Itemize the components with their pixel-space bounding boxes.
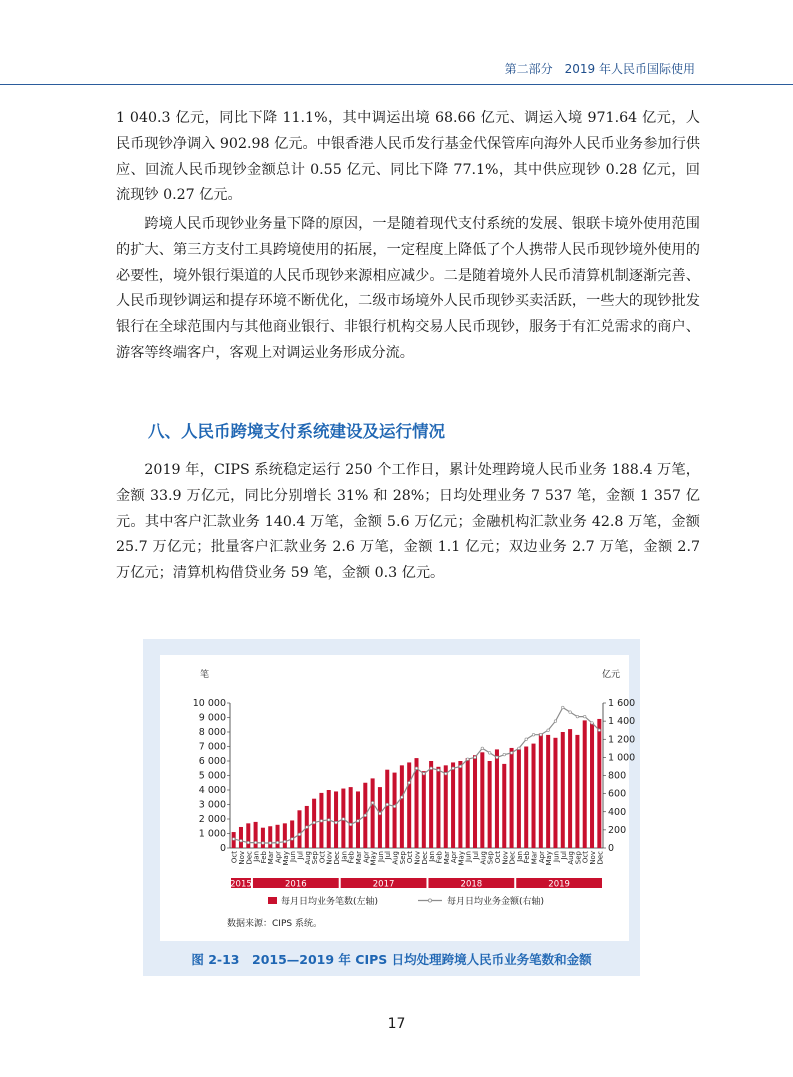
amount-point bbox=[349, 823, 352, 826]
amount-point bbox=[276, 841, 279, 844]
bar-jan bbox=[429, 761, 433, 848]
bar-jan bbox=[517, 749, 521, 848]
right-tick-label: 1 000 bbox=[608, 752, 636, 764]
month-label: Oct bbox=[406, 851, 415, 864]
amount-point bbox=[547, 729, 550, 732]
month-label: Jun bbox=[552, 851, 561, 862]
paragraph-2 bbox=[116, 212, 700, 367]
month-label: Feb bbox=[259, 851, 268, 864]
month-label: Mar bbox=[530, 851, 539, 865]
bar-apr bbox=[451, 762, 455, 848]
right-axis-unit: 亿元 bbox=[602, 670, 621, 680]
month-label: Dec bbox=[420, 851, 429, 865]
amount-point bbox=[444, 772, 447, 775]
amount-point bbox=[569, 711, 572, 714]
bar-dec bbox=[510, 748, 514, 848]
month-label: Sep bbox=[574, 851, 583, 865]
month-label: May bbox=[545, 851, 554, 866]
bar-jun bbox=[378, 787, 382, 848]
bar-oct bbox=[407, 762, 411, 848]
month-label: Oct bbox=[581, 851, 590, 864]
legend-bar-label: 每月日均业务笔数(左轴) bbox=[281, 897, 379, 907]
right-tick-label: 1 400 bbox=[608, 716, 636, 728]
month-label: Nov bbox=[413, 851, 422, 865]
amount-point bbox=[459, 765, 462, 768]
amount-point bbox=[503, 753, 506, 756]
bar-apr bbox=[276, 825, 280, 848]
bar-jun bbox=[466, 758, 470, 848]
figure-panel bbox=[143, 639, 640, 976]
amount-point bbox=[357, 820, 360, 823]
month-label: Sep bbox=[311, 851, 320, 865]
amount-point bbox=[598, 729, 601, 732]
bar-may bbox=[371, 778, 375, 848]
month-label: Dec bbox=[596, 851, 605, 865]
left-tick-label: 9 000 bbox=[198, 712, 226, 724]
amount-point bbox=[496, 756, 499, 759]
left-axis-unit: 笔 bbox=[200, 670, 210, 680]
year-label-2018: 2018 bbox=[460, 879, 483, 890]
bar-may bbox=[283, 823, 287, 848]
amount-point bbox=[415, 767, 418, 770]
left-tick-label: 7 000 bbox=[198, 741, 226, 753]
bar-jun bbox=[290, 820, 294, 848]
bar-may bbox=[546, 735, 550, 848]
left-tick-label: 5 000 bbox=[198, 770, 226, 782]
month-label: May bbox=[281, 851, 290, 866]
bar-mar bbox=[444, 765, 448, 848]
figure-caption: 图 2-13 2015—2019 年 CIPS 日均处理跨境人民币业务笔数和金额 bbox=[191, 952, 592, 967]
amount-point bbox=[247, 841, 250, 844]
legend-bar-swatch bbox=[268, 897, 277, 904]
legend-line-label: 每月日均业务金额(右轴) bbox=[447, 897, 545, 907]
paragraph-1 bbox=[116, 106, 700, 209]
right-tick-label: 800 bbox=[608, 770, 627, 782]
paragraph-2-text: 跨境人民币现钞业务量下降的原因，一是随着现代支付系统的发展、银联卡境外使用范围的扩大、第三方支付工具跨境使用的拓展，一定程度上降低了个人携带人民币现钞境外使用的必要性，境外银行渠道的人民币现钞来源相应减少。二是随着境外人民币清算机制逐渐完善、人民币现钞调运和提存环境不断优化，二级市场境外人民币现钞买卖活跃，一些大的现钞批发银行在全球范围内与其他商业银行、非银行机构交易人民币现钞，服务于有汇兑需求的商户、游客等终端客户，客观上对调运业务形成分流。 bbox=[116, 216, 700, 361]
month-label: Aug bbox=[567, 851, 576, 865]
left-tick-label: 2 000 bbox=[198, 814, 226, 825]
month-label: Aug bbox=[303, 851, 312, 865]
amount-point bbox=[371, 801, 374, 804]
year-label-2015: 2015 bbox=[230, 879, 252, 890]
month-label: May bbox=[457, 851, 466, 866]
month-label: Apr bbox=[274, 851, 283, 864]
amount-point bbox=[452, 767, 455, 770]
amount-point bbox=[298, 833, 301, 836]
year-label-2017: 2017 bbox=[372, 879, 395, 890]
amount-point bbox=[262, 842, 265, 845]
year-label-2016: 2016 bbox=[285, 879, 307, 890]
month-label: Mar bbox=[354, 851, 363, 865]
bar-dec bbox=[422, 771, 426, 848]
amount-point bbox=[335, 821, 338, 824]
month-label: Nov bbox=[237, 851, 246, 865]
amount-point bbox=[437, 769, 440, 772]
bar-feb bbox=[261, 828, 265, 848]
month-label: Aug bbox=[479, 851, 488, 865]
bar-aug bbox=[393, 773, 397, 848]
left-tick-label: 1 000 bbox=[198, 828, 226, 840]
year-label-2019: 2019 bbox=[548, 879, 570, 890]
amount-point bbox=[591, 722, 594, 725]
right-tick-label: 1 600 bbox=[608, 698, 636, 709]
amount-point bbox=[561, 706, 564, 709]
amount-point bbox=[408, 781, 411, 784]
month-label: Mar bbox=[442, 851, 451, 865]
month-label: Jan bbox=[252, 851, 261, 862]
amount-point bbox=[532, 733, 535, 736]
amount-point bbox=[481, 747, 484, 750]
bar-aug bbox=[568, 729, 572, 848]
amount-point bbox=[466, 758, 469, 761]
amount-point bbox=[525, 738, 528, 741]
paragraph-1-text: 1 040.3 亿元，同比下降 11.1%，其中调运出境 68.66 亿元、调运入境 971.64 亿元，人民币现钞净调入 902.98 亿元。中银香港人民币发行基金代保管库向海外人民币业务参加行供应、回流人民币现钞金额总计 0.55 亿元、同比下降 77.1%，其中供应现钞 0.28 亿元，回流现钞 0.27 亿元。 bbox=[116, 110, 700, 204]
amount-point bbox=[327, 819, 330, 822]
amount-point bbox=[379, 812, 382, 815]
amount-point bbox=[576, 715, 579, 718]
amount-point bbox=[269, 842, 272, 845]
bar-feb bbox=[436, 767, 440, 848]
month-label: Aug bbox=[391, 851, 400, 865]
cips-chart bbox=[160, 655, 636, 941]
month-label: Apr bbox=[362, 851, 371, 864]
month-label: Apr bbox=[450, 851, 459, 864]
bar-jul bbox=[561, 732, 565, 848]
bar-dec bbox=[334, 791, 338, 848]
amount-point bbox=[583, 715, 586, 718]
bar-dec bbox=[597, 719, 601, 848]
amount-point bbox=[430, 767, 433, 770]
month-label: Dec bbox=[508, 851, 517, 865]
bar-nov bbox=[239, 827, 243, 848]
section-heading: 八、人民币跨境支付系统建设及运行情况 bbox=[148, 422, 445, 441]
month-label: Sep bbox=[486, 851, 495, 865]
bar-nov bbox=[590, 723, 594, 848]
figure-inner bbox=[160, 655, 636, 941]
left-tick-label: 6 000 bbox=[198, 756, 226, 767]
amount-point bbox=[474, 756, 477, 759]
bar-apr bbox=[539, 733, 543, 848]
bar-may bbox=[458, 761, 462, 848]
paragraph-3 bbox=[116, 458, 700, 587]
amount-point bbox=[320, 820, 323, 823]
month-label: Jan bbox=[340, 851, 349, 862]
amount-point bbox=[510, 752, 513, 755]
bar-feb bbox=[524, 747, 528, 849]
bar-jun bbox=[553, 738, 557, 848]
month-label: Jun bbox=[289, 851, 298, 862]
bar-jul bbox=[385, 770, 389, 848]
amount-point bbox=[488, 752, 491, 755]
month-label: Dec bbox=[245, 851, 254, 865]
amount-point bbox=[401, 796, 404, 799]
month-label: Feb bbox=[347, 851, 356, 864]
bar-sep bbox=[575, 735, 579, 848]
amount-point bbox=[540, 733, 543, 736]
left-tick-label: 3 000 bbox=[198, 799, 226, 811]
left-tick-label: 8 000 bbox=[198, 727, 226, 738]
bar-aug bbox=[480, 752, 484, 848]
amount-point bbox=[291, 838, 294, 841]
bar-sep bbox=[488, 761, 492, 848]
month-label: Oct bbox=[230, 851, 239, 864]
right-tick-label: 400 bbox=[608, 806, 627, 818]
month-label: Nov bbox=[501, 851, 510, 865]
right-tick-label: 200 bbox=[608, 824, 627, 836]
month-label: Feb bbox=[523, 851, 532, 864]
bar-sep bbox=[400, 765, 404, 848]
month-label: Nov bbox=[325, 851, 334, 865]
left-tick-label: 10 000 bbox=[192, 698, 226, 709]
amount-point bbox=[518, 747, 521, 750]
bar-jul bbox=[473, 755, 477, 848]
amount-point bbox=[554, 720, 557, 723]
month-label: Oct bbox=[318, 851, 327, 864]
amount-point bbox=[423, 772, 426, 775]
bar-nov bbox=[502, 764, 506, 848]
month-label: Jan bbox=[428, 851, 437, 862]
bar-oct bbox=[583, 720, 587, 848]
amount-point bbox=[393, 805, 396, 808]
bar-oct bbox=[495, 749, 499, 848]
amount-point bbox=[313, 821, 316, 824]
header-running-title: 第二部分 2019 年人民币国际使用 bbox=[504, 62, 695, 76]
month-label: Oct bbox=[493, 851, 502, 864]
bar-feb bbox=[349, 787, 353, 848]
left-tick-label: 0 bbox=[219, 843, 226, 854]
month-label: Mar bbox=[267, 851, 276, 865]
amount-point bbox=[232, 838, 235, 841]
header-rule bbox=[0, 84, 793, 85]
month-label: Jul bbox=[559, 851, 568, 860]
month-label: Sep bbox=[398, 851, 407, 865]
legend-line-marker bbox=[428, 899, 431, 902]
paragraph-3-text: 2019 年，CIPS 系统稳定运行 250 个工作日，累计处理跨境人民币业务 188.4 万笔，金额 33.9 万亿元，同比分别增长 31% 和 28%；日均处理业务 7 537 笔，金额 1 357 亿元。其中客户汇款业务 140.4 万笔，金额 5.6 万亿元；金融机构汇款业务 42.8 万笔，金额 25.7 万亿元；批量客户汇款业务 2.6 万笔，金额 1.1 亿元；双边业务 2.7 万笔，金额 2.7 万亿元；清算机构借贷业务 59 笔，金额 0.3 亿元。 bbox=[116, 462, 700, 582]
right-tick-label: 0 bbox=[608, 843, 615, 854]
month-label: Feb bbox=[435, 851, 444, 864]
bar-jul bbox=[297, 810, 301, 848]
amount-point bbox=[284, 840, 287, 843]
bar-dec bbox=[246, 823, 250, 848]
right-tick-label: 600 bbox=[608, 788, 627, 800]
amount-point bbox=[240, 839, 243, 842]
month-label: Jun bbox=[376, 851, 385, 862]
amount-point bbox=[386, 803, 389, 806]
amount-point bbox=[305, 826, 308, 829]
right-tick-label: 1 200 bbox=[608, 734, 636, 746]
month-label: Jan bbox=[515, 851, 524, 862]
page-number: 17 bbox=[387, 1016, 406, 1032]
month-label: Jul bbox=[296, 851, 305, 860]
amount-point bbox=[342, 818, 345, 821]
amount-point bbox=[254, 841, 257, 844]
left-tick-label: 4 000 bbox=[198, 785, 226, 796]
month-label: Dec bbox=[333, 851, 342, 865]
figure-source: 数据来源：CIPS 系统。 bbox=[227, 919, 322, 929]
amount-point bbox=[364, 814, 367, 817]
page-header bbox=[0, 56, 793, 86]
month-label: Apr bbox=[537, 851, 546, 864]
month-label: May bbox=[369, 851, 378, 866]
month-label: Jul bbox=[472, 851, 481, 860]
month-label: Jul bbox=[384, 851, 393, 860]
month-label: Jun bbox=[464, 851, 473, 862]
bar-mar bbox=[532, 744, 536, 848]
month-label: Nov bbox=[589, 851, 598, 865]
bar-mar bbox=[268, 826, 272, 848]
